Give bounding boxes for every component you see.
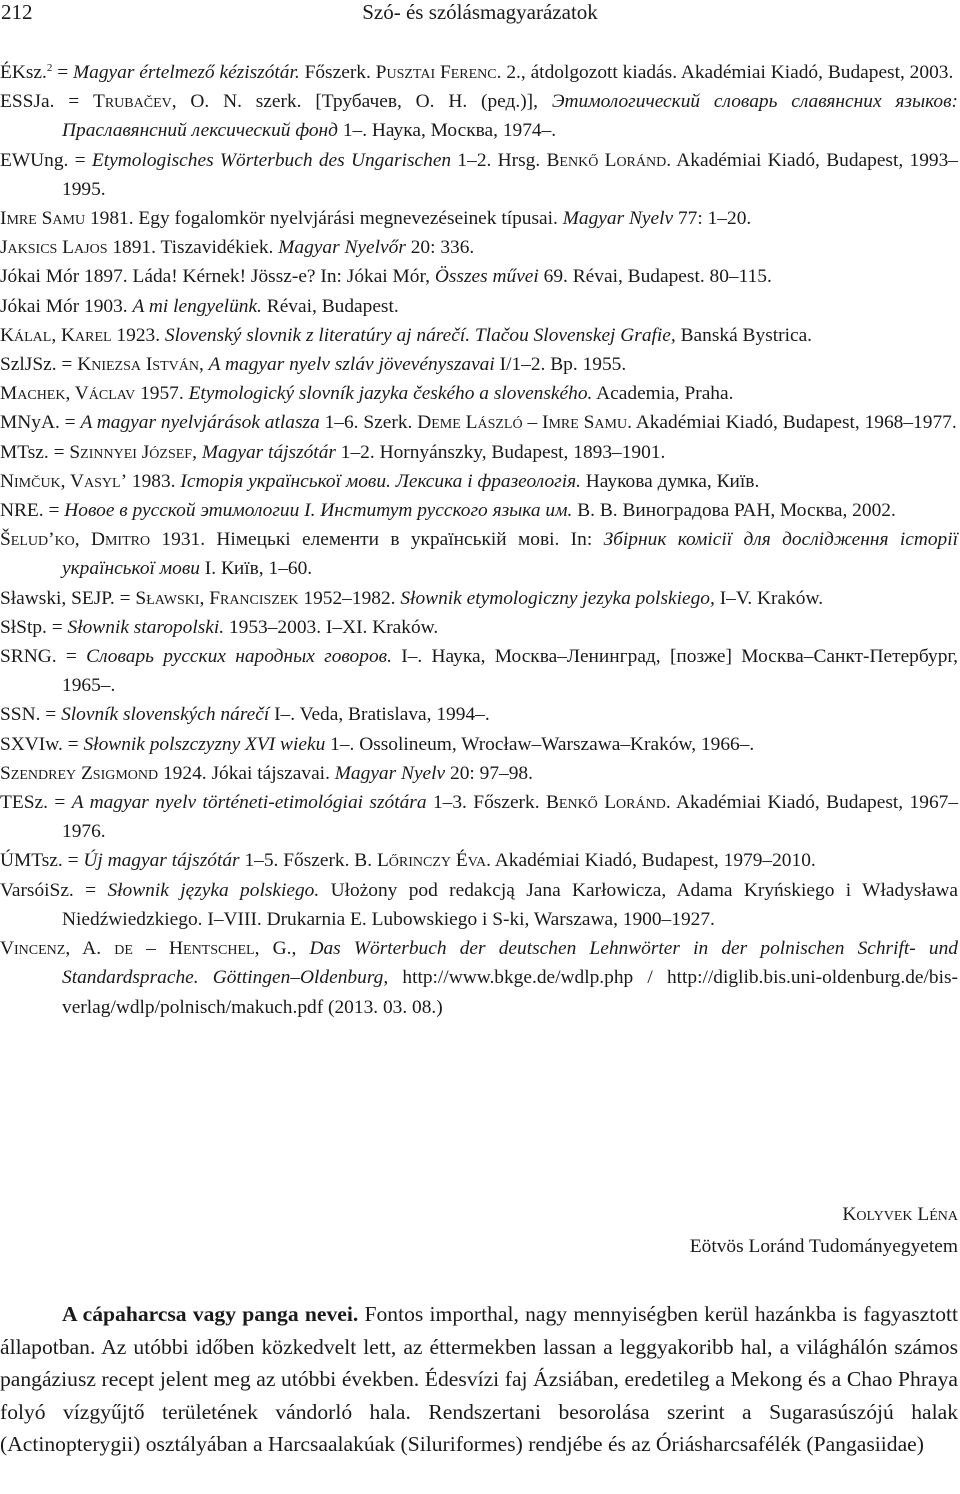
entry-text: MNyA. = (0, 412, 81, 434)
entry-text: Lőrinczy Éva (376, 850, 487, 872)
entry-text: Révai, Budapest. (261, 295, 399, 317)
entry-text: A magyar nyelv szláv jövevényszavai (208, 354, 495, 376)
entry-text: Nimčuk, Vasyl’ (0, 470, 128, 492)
bibliography-entry (0, 846, 958, 875)
entry-text: Academia, Praha. (592, 383, 734, 405)
entry-text: MTsz. = (0, 441, 70, 463)
entry-text: 1931. Німецькі елементи в українській мові. In: (150, 529, 604, 551)
entry-text: Słownik etymologiczny jezyka polskiego, (400, 587, 715, 609)
bibliography-entry (0, 525, 958, 583)
entry-text: 77: 1–20. (673, 208, 752, 230)
entry-text: I/1–2. Bp. 1955. (494, 354, 627, 376)
entry-text: SłStp. = (0, 616, 68, 638)
running-title: Szó- és szólásmagyarázatok (362, 0, 598, 24)
entry-text: SSN. = (0, 704, 62, 726)
entry-text: A magyar nyelv történeti-etimológiai szótára (71, 792, 427, 814)
entry-text: Sławski, SEJP. = (0, 587, 136, 609)
article-body: Fontos importhal, nagy mennyiségben kerül hazánkba is fagyasztott állapotban. Az utóbbi időben közkedvelt lett, az éttermekben lassan a leggyakoribb hal, a világhálón számos pangáziusz recept jelent meg az utóbbi években. Édesvízi faj Ázsiában, eredetileg a Mekong és a Chao Phraya folyó vízgyűjtő területének vándorló hala. Rendszertani besorolása szerint a Sugarasúszójú halak (Actinopterygii) osztályában a Harcsaalakúak (Siluriformes) rendjébe és az Óriásharcsafélék (Pangasiidae) (0, 1302, 958, 1457)
entry-text: Magyar Nyelv (562, 208, 674, 230)
entry-text: Этимологический словарь славянсних языков: Праславянсний лексический фонд (62, 91, 958, 142)
entry-text: Історія української мови. Лексика і фразеологія. (180, 470, 581, 492)
entry-text: 1–5. Főszerk. B. (239, 850, 377, 872)
entry-text: Imre Samu (541, 412, 628, 434)
page-header (0, 0, 960, 26)
entry-text: Trubačev (93, 91, 172, 113)
entry-text: 1–2. Hornyánszky, Budapest, 1893–1901. (335, 441, 666, 463)
entry-text: Pusztai Ferenc (375, 62, 497, 83)
entry-text: Kniezsa István (77, 354, 199, 376)
entry-text: 20: 97–98. (445, 762, 533, 784)
bibliography-entry (0, 321, 958, 350)
entry-text: 1953–2003. I–XI. Kraków. (224, 616, 439, 638)
entry-text: , (198, 354, 209, 376)
entry-text: Sławski, Franciszek (135, 587, 299, 609)
entry-text: Šelud’ko, Dmitro (0, 529, 151, 551)
bibliography-entry (0, 379, 958, 408)
bibliography-entry (0, 204, 958, 233)
entry-text: A mi lengyelünk. (132, 295, 262, 317)
entry-text: Jókai Mór 1897. Láda! Kérnek! Jössz-e? In: Jókai Mór, (0, 266, 435, 288)
entry-text: 1–3. Főszerk. (426, 792, 546, 814)
entry-text: 1923. (111, 324, 165, 346)
entry-text: . 2., átdolgozott kiadás. Akadémiai Kiadó, Budapest, 2003. (496, 62, 954, 83)
entry-text: В. В. Виноградова РАН, Москва, 2002. (572, 500, 896, 522)
bibliography-entry (0, 788, 958, 846)
entry-text: Ułożony pod redakcją Jana Karłowicza, Adama Kryńskiego i Władysława Niedźwiedzkiego. I–VIII. Drukarnia E. Lubowskiego i S-ki, Warszawa, 1900–1927. (62, 879, 958, 930)
entry-text: Benkő Loránd (546, 149, 667, 171)
entry-text: VarsóiSz. = (0, 879, 108, 901)
entry-text: Словарь русских народных говоров. (86, 646, 392, 668)
entry-text: SzlJSz. = (0, 354, 78, 376)
bibliography-entry (0, 496, 958, 525)
entry-text: Összes művei (434, 266, 539, 288)
entry-text: EWUng. = (0, 149, 92, 171)
entry-text: Наукова думка, Київ. (580, 470, 760, 492)
entry-text: Jaksics Lajos (0, 237, 108, 259)
entry-text: I–V. Kraków. (714, 587, 824, 609)
bibliography-entry (0, 876, 958, 934)
entry-text: Szendrey Zsigmond (0, 762, 159, 784)
article-paragraph (0, 1298, 958, 1461)
bibliography-entry (0, 146, 958, 204)
entry-text: ÉKsz. (0, 62, 47, 83)
entry-text: Kálal, Karel (0, 324, 112, 346)
entry-text: 20: 336. (405, 237, 475, 259)
entry-text: 1952–1982. (298, 587, 401, 609)
entry-text: TESz. = (0, 792, 72, 814)
entry-text: , O. N. szerk. [Трубачев, О. Н. (ред.)], (171, 91, 552, 113)
entry-text: 69. Révai, Budapest. 80–115. (538, 266, 772, 288)
entry-text: – (522, 412, 542, 434)
entry-text: SXVIw. = (0, 733, 84, 755)
bibliography-list (0, 58, 958, 1022)
bibliography-entry (0, 700, 958, 729)
entry-text: . Akadémiai Kiadó, Budapest, 1979–2010. (486, 850, 816, 872)
entry-text: Machek, Václav (0, 383, 136, 405)
bibliography-entry (0, 934, 958, 1022)
entry-text: . Akadémiai Kiadó, Budapest, 1968–1977. (627, 412, 957, 434)
entry-text: 1891. Tiszavidékiek. (107, 237, 279, 259)
author-name: Kolyvek Léna (842, 1204, 958, 1225)
entry-text: 1–6. Szerk. (319, 412, 418, 434)
bibliography-entry (0, 438, 958, 467)
page-number: 212 (1, 0, 33, 24)
entry-text: Das Wörterbuch der deutschen Lehnwörter in der polnischen Schrift- und Standardsprache. Göttingen–Oldenburg, (62, 938, 958, 989)
entry-text: Słownik języka polskiego. (107, 879, 320, 901)
article-headword: A cápaharcsa vagy panga nevei. (62, 1302, 359, 1326)
entry-text: Szinnyei József (69, 441, 193, 463)
entry-text: Jókai Mór 1903. (0, 295, 133, 317)
entry-text: Збірник комісії для дослідження історії української мови (62, 529, 958, 580)
entry-text: Hentschel, G. (169, 938, 292, 960)
signature-block (690, 1199, 958, 1263)
entry-text: I–. Veda, Bratislava, 1994–. (269, 704, 490, 726)
bibliography-entry (0, 292, 958, 321)
entry-text: Benkő Loránd (545, 792, 666, 814)
entry-text: I–. Наука, Москва–Ленинград, [позже] Москва–Санкт-Петербург, 1965–. (62, 646, 959, 697)
entry-text: I. Київ, 1–60. (199, 558, 313, 580)
bibliography-entry (0, 642, 958, 700)
entry-text: ÚMTsz. = (0, 850, 84, 872)
entry-text: 1–2. Hrsg. (451, 149, 547, 171)
entry-text: Etymologický slovník jazyka českého a slovenského. (188, 383, 593, 405)
author-affiliation: Eötvös Loránd Tudományegyetem (689, 1236, 958, 1257)
entry-text: , (291, 938, 310, 960)
entry-text: . Akadémiai Kiadó, Budapest, 1993–1995. (62, 149, 958, 200)
entry-text: http://www.bkge.de/wdlp.php / http://diglib.bis.uni-oldenburg.de/bis-verlag/wdlp/polnisch/makuch.pdf (2013. 03. 08.) (62, 967, 958, 1018)
entry-text: SRNG. = (0, 646, 87, 668)
entry-text: 1–. Наука, Москва, 1974–. (337, 120, 557, 142)
bibliography-entry (0, 233, 958, 262)
bibliography-entry (0, 87, 958, 145)
bibliography-entry (0, 262, 958, 291)
entry-text: Új magyar tájszótár (83, 850, 240, 872)
entry-text: – (132, 938, 170, 960)
entry-text: Banská Bystrica. (675, 324, 813, 346)
bibliography-entry (0, 759, 958, 788)
entry-text: 1924. Jókai tájszavai. (158, 762, 335, 784)
entry-text: Magyar Nyelv (334, 762, 446, 784)
entry-text: 1983. (127, 470, 181, 492)
entry-text: Slovenský slovnik z literatúry aj nárečí. Tlačou Slovenskej Grafie, (164, 324, 676, 346)
entry-text: Magyar értelmező kéziszótár. (73, 62, 300, 83)
entry-text: Новое в русской этимологии I. Институт русского языка им. (64, 500, 573, 522)
entry-text: Deme László (417, 412, 523, 434)
superscript-text: 2 (46, 62, 53, 74)
entry-text: A magyar nyelvjárások atlasza (80, 412, 320, 434)
entry-text: Főszerk. (299, 62, 376, 83)
entry-text: Słownik staropolski. (67, 616, 225, 638)
bibliography-entry (0, 613, 958, 642)
entry-text: Imre Samu (0, 208, 86, 230)
article-section (0, 1298, 958, 1461)
entry-text: Magyar Nyelvőr (278, 237, 406, 259)
entry-text: ESSJa. = (0, 91, 93, 113)
entry-text: Slovník slovenských nárečí (61, 704, 270, 726)
bibliography-entry (0, 584, 958, 613)
entry-text: 1981. Egy fogalomkör nyelvjárási megnevezéseinek típusai. (85, 208, 563, 230)
entry-text: 1957. (135, 383, 189, 405)
entry-text: . Akadémiai Kiadó, Budapest, 1967–1976. (62, 792, 959, 843)
entry-text: Vincenz, A. de (0, 938, 133, 960)
entry-text: Etymologisches Wörterbuch des Ungarischen (91, 149, 452, 171)
entry-text: 1–. Ossolineum, Wrocław–Warszawa–Kraków, 1966–. (325, 733, 755, 755)
entry-text: NRE. = (0, 500, 65, 522)
entry-text: Słownik polszczyzny XVI wieku (83, 733, 326, 755)
entry-text: = (52, 62, 73, 83)
bibliography-entry (0, 350, 958, 379)
entry-text: , (192, 441, 202, 463)
bibliography-entry (0, 408, 958, 437)
entry-text: Magyar tájszótár (201, 441, 336, 463)
bibliography-entry (0, 730, 958, 759)
bibliography-entry (0, 58, 958, 87)
bibliography-entry (0, 467, 958, 496)
